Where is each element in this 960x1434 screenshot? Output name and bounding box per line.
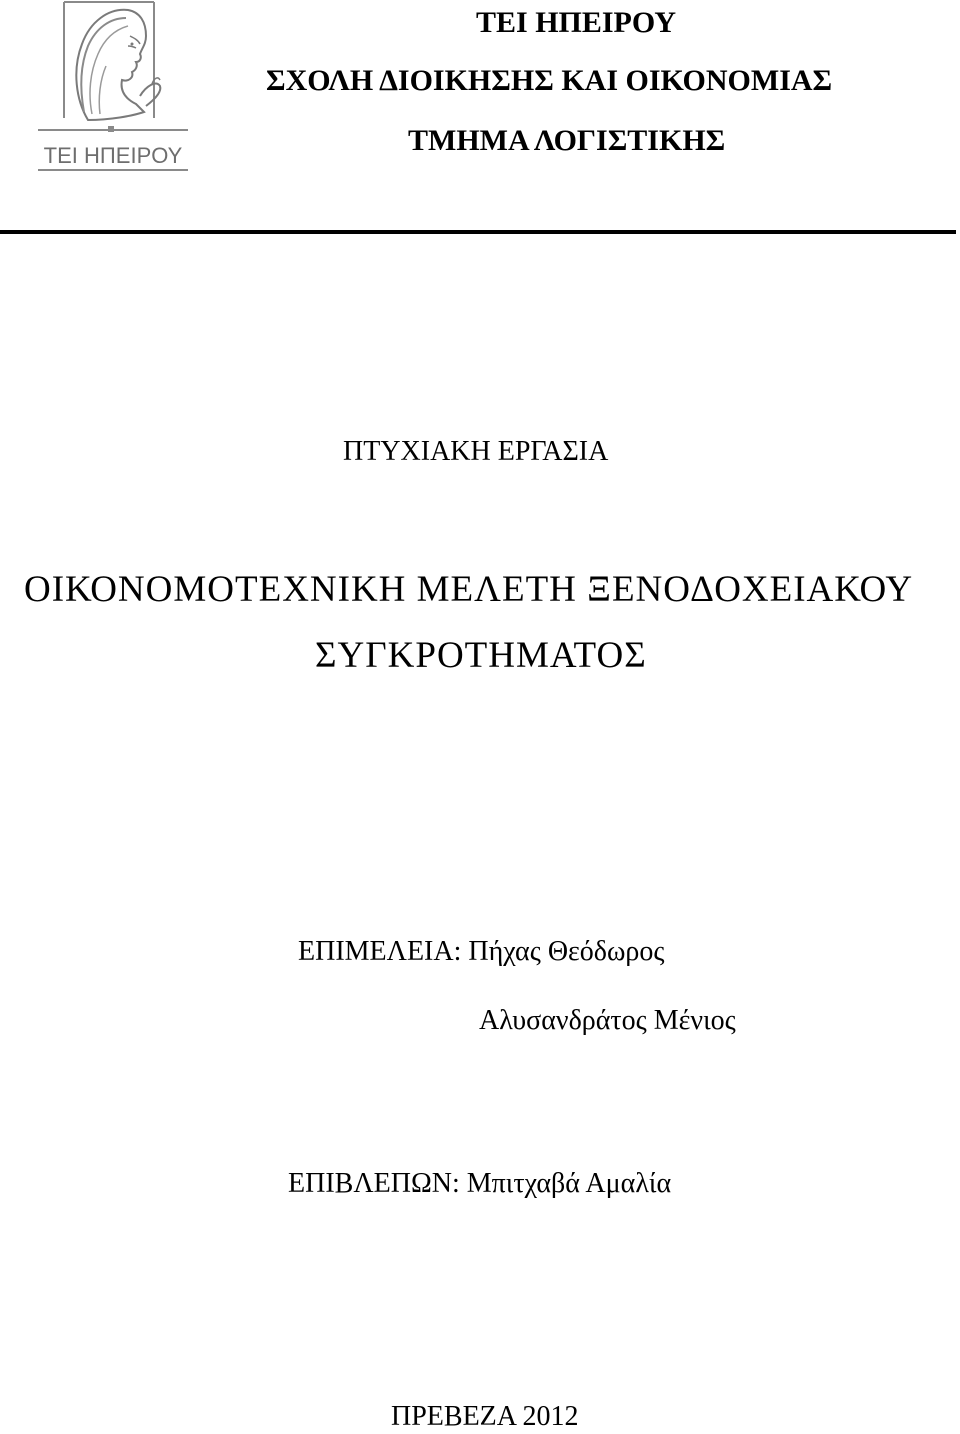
document-title-line-2: ΣΥΓΚΡΟΤΗΜΑΤΟΣ [315,635,647,676]
department-name: ΤΜΗΜΑ ΛΟΓΙΣΤΙΚΗΣ [408,124,726,157]
authors-line-1: ΕΠΙΜΕΛΕΙΑ: Πήχας Θεόδωρος [298,936,665,967]
institution-name: ΤΕΙ ΗΠΕΙΡΟΥ [476,6,677,39]
header-divider [0,230,956,234]
supervisor-line: ΕΠΙΒΛΕΠΩΝ: Μπιτχαβά Αμαλία [288,1168,672,1199]
place-and-year: ΠΡΕΒΕΖΑ 2012 [391,1401,579,1432]
authors-line-2: Αλυσανδράτος Μένιος [479,1005,736,1036]
school-name: ΣΧΟΛΗ ΔΙΟΙΚΗΣΗΣ ΚΑΙ ΟΙΚΟΝΟΜΙΑΣ [266,64,833,97]
document-title-line-1: ΟΙΚΟΝΟΜΟΤΕΧΝΙΚΗ ΜΕΛΕΤΗ ΞΕΝΟΔΟΧΕΙΑΚΟΥ [24,569,914,610]
logo-text: ΤΕΙ ΗΠΕΙΡΟΥ [43,143,183,168]
classical-female-profile-icon [36,0,190,176]
institution-logo [36,0,190,176]
document-type: ΠΤΥΧΙΑΚΗ ΕΡΓΑΣΙΑ [343,436,609,467]
